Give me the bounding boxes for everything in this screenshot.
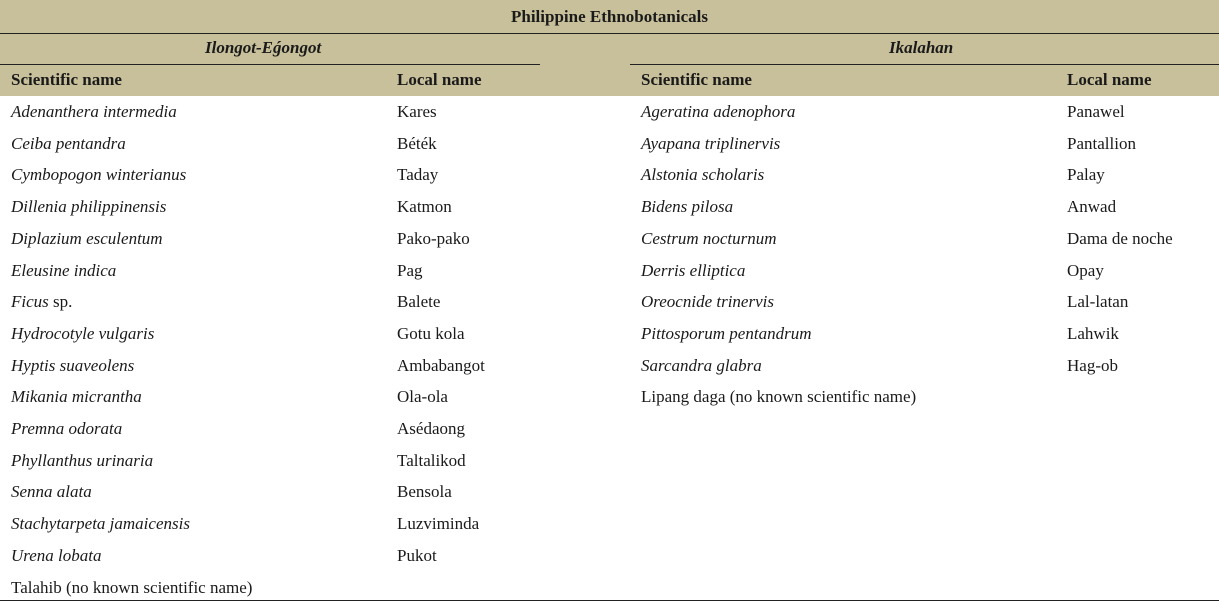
- cell-local-name: Béték: [397, 134, 437, 153]
- group-title-ikalahan: Ikalahan: [889, 38, 954, 57]
- group-title-ilongot: Ilongot-Eǵongot: [205, 38, 322, 57]
- column-header-local-left: Local name: [397, 70, 482, 89]
- cell-local-name: Hag-ob: [1067, 356, 1118, 375]
- cell-local-name: Gotu kola: [397, 324, 465, 343]
- cell-scientific-name: Diplazium esculentum: [11, 229, 163, 248]
- cell-local-name: Dama de noche: [1067, 229, 1173, 248]
- cell-scientific-name: Bidens pilosa: [641, 197, 734, 216]
- cell-scientific-name: Sarcandra glabra: [641, 356, 762, 375]
- cell-scientific-name: Premna odorata: [11, 419, 123, 438]
- cell-scientific-name: Mikania micrantha: [11, 387, 142, 406]
- cell-local-name: Luzviminda: [397, 514, 480, 533]
- cell-scientific-name: Stachytarpeta jamaicensis: [11, 514, 190, 533]
- cell-scientific-name: Alstonia scholaris: [641, 165, 765, 184]
- cell-local-name: Panawel: [1067, 102, 1125, 121]
- cell-local-name: Pako-pako: [397, 229, 470, 248]
- cell-scientific-name: Eleusine indica: [11, 261, 117, 280]
- column-header-local-right: Local name: [1067, 70, 1152, 89]
- bottom-rule: [0, 600, 1219, 601]
- column-header-scientific-left: Scientific name: [11, 70, 122, 89]
- group-rule-right: [630, 64, 1219, 65]
- cell-scientific-name: Ageratina adenophora: [641, 102, 796, 121]
- cell-local-name: Taltalikod: [397, 451, 466, 470]
- cell-local-name: Palay: [1067, 165, 1105, 184]
- cell-local-name: Bensola: [397, 482, 452, 501]
- cell-local-name: Balete: [397, 292, 441, 311]
- cell-local-name: Pag: [397, 261, 423, 280]
- cell-local-name: Katmon: [397, 197, 452, 216]
- cell-scientific-name: Senna alata: [11, 482, 92, 501]
- cell-scientific-name: Derris elliptica: [641, 261, 746, 280]
- cell-local-name: Ola-ola: [397, 387, 448, 406]
- cell-scientific-name: Oreocnide trinervis: [641, 292, 774, 311]
- cell-scientific-name: Ayapana triplinervis: [641, 134, 781, 153]
- cell-local-name: Kares: [397, 102, 437, 121]
- cell-scientific-name: Phyllanthus urinaria: [11, 451, 154, 470]
- cell-local-name: Anwad: [1067, 197, 1117, 216]
- cell-scientific-name: Adenanthera intermedia: [11, 102, 177, 121]
- cell-scientific-name: Ceiba pentandra: [11, 134, 126, 153]
- cell-local-name: Opay: [1067, 261, 1104, 280]
- cell-scientific-name: Pittosporum pentandrum: [641, 324, 812, 343]
- cell-scientific-name: Urena lobata: [11, 546, 102, 565]
- cell-local-name: Taday: [397, 165, 439, 184]
- cell-scientific-name: Lipang daga (no known scientific name): [641, 387, 917, 406]
- cell-scientific-name: Cestrum nocturnum: [641, 229, 777, 248]
- cell-local-name: Lahwik: [1067, 324, 1119, 343]
- cell-scientific-name: Ficus sp.: [11, 292, 73, 311]
- cell-scientific-name: Talahib (no known scientific name): [11, 578, 253, 597]
- cell-scientific-name: Hyptis suaveolens: [11, 356, 135, 375]
- cell-scientific-name: Cymbopogon winterianus: [11, 165, 187, 184]
- cell-local-name: Pukot: [397, 546, 437, 565]
- cell-local-name: Asédaong: [397, 419, 465, 438]
- cell-local-name: Lal-latan: [1067, 292, 1129, 311]
- cell-local-name: Pantallion: [1067, 134, 1136, 153]
- group-header-band: [0, 34, 1219, 96]
- table-title: Philippine Ethnobotanicals: [0, 0, 1219, 34]
- cell-local-name: Ambabangot: [397, 356, 485, 375]
- cell-scientific-name: Hydrocotyle vulgaris: [11, 324, 155, 343]
- cell-scientific-name: Dillenia philippinensis: [11, 197, 167, 216]
- column-header-scientific-right: Scientific name: [641, 70, 752, 89]
- group-rule-left: [0, 64, 540, 65]
